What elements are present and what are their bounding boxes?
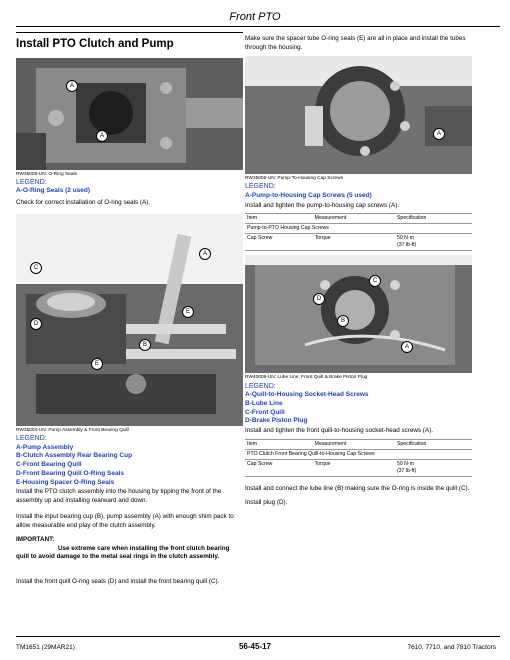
paragraph: Install the front quill O-ring seals (D) and install the front bearing quill (C).	[16, 577, 220, 585]
spec-table-pump	[245, 213, 472, 251]
callout-a: A	[199, 248, 211, 260]
legend-item: A-O-Ring Seals (2 used)	[16, 187, 91, 195]
photo-pump-cap-screws-art	[245, 56, 472, 174]
header-rule	[16, 26, 500, 27]
callout-a: A	[433, 128, 445, 140]
photo-o-ring-seals-art	[16, 58, 243, 170]
footer-models: 7610, 7710, and 7810 Tractors	[407, 644, 496, 651]
right-column	[245, 32, 472, 508]
footer-page-number: 56-45-17	[238, 642, 272, 651]
legend-title: LEGEND:	[245, 382, 276, 390]
paragraph: Install plug (D).	[245, 499, 288, 507]
legend-title: LEGEND:	[16, 435, 47, 443]
spec-header-specification: Specification	[395, 439, 472, 449]
callout-e: E	[91, 358, 103, 370]
callout-a: A	[401, 341, 413, 353]
legend-title: LEGEND:	[245, 183, 276, 191]
callout-c: C	[30, 262, 42, 274]
paragraph: Check for correct installation of O-ring seals (A).	[16, 199, 151, 207]
callout-d: D	[313, 293, 325, 305]
photo-pump-assembly	[16, 214, 243, 426]
paragraph: Install and connect the lube line (B) making sure the O-ring is inside the quill (C).	[245, 484, 470, 492]
footer-manual-id: TM1651 (29MAR21)	[16, 644, 75, 651]
section-title: Install PTO Clutch and Pump	[16, 32, 243, 58]
important-text: Use extreme care when installing the front clutch bearing quill to avoid damage to the metal seal rings in the clutch assembly.	[16, 544, 230, 561]
spec-header-specification: Specification	[395, 214, 472, 224]
legend-item: D-Brake Piston Plug	[245, 417, 308, 425]
photo-o-ring-seals	[16, 58, 243, 170]
spec-header-measurement: Measurement	[313, 439, 395, 449]
left-column	[16, 32, 243, 586]
spec-header-item: Item	[245, 214, 313, 224]
legend-item: A-Pump Assembly	[16, 443, 74, 451]
important-label: IMPORTANT:	[16, 536, 55, 544]
figure-caption: RW35006-UN: Pump-To-Housing Cap Screws	[245, 176, 344, 181]
spec-value	[395, 459, 472, 476]
legend-item: C-Front Quill	[245, 408, 285, 416]
spec-value	[395, 234, 472, 251]
legend-item: B-Clutch Assembly Rear Bearing Cup	[16, 452, 133, 460]
callout-e: E	[182, 306, 194, 318]
callout-a: A	[66, 80, 78, 92]
callout-c: C	[369, 275, 381, 287]
spec-header-item: Item	[245, 439, 313, 449]
spec-item: Cap Screw	[245, 234, 313, 251]
photo-lube-line	[245, 255, 472, 373]
legend-item: A-Quill-to-Housing Socket-Head Screws	[245, 391, 369, 399]
spec-item: Cap Screw	[245, 459, 313, 476]
photo-lube-line-art	[245, 255, 472, 373]
spec-group: Pump-to-PTO Housing Cap Screws	[245, 224, 472, 234]
figure-caption: RW40009-UN: Lube Line, Front Quill & Brake Piston Plug	[245, 375, 368, 381]
legend-item: E-Housing Spacer O-Ring Seals	[16, 478, 115, 486]
callout-a: A	[96, 130, 108, 142]
legend-item: A-Pump-to-Housing Cap Screws (5 used)	[245, 191, 372, 199]
paragraph: Install the PTO clutch assembly into the housing by tipping the front of the assembly up and installing rearward and down.	[16, 488, 222, 504]
footer-rule	[16, 636, 500, 637]
paragraph: Make sure the spacer tube O-ring seals (E) are all in place and install the tubes through the housing.	[245, 35, 466, 51]
legend-item: B-Lube Line	[245, 399, 283, 407]
spec-value-metric: 50 N·m	[396, 460, 414, 467]
paragraph: Install and tighten the front quill-to-housing socket-head screws (A).	[245, 427, 433, 435]
spec-value-imperial: (37 lb-ft)	[396, 467, 417, 474]
spec-measurement: Torque	[313, 234, 395, 251]
spec-table-quill	[245, 439, 472, 477]
photo-pump-cap-screws	[245, 56, 472, 174]
callout-d: D	[30, 318, 42, 330]
legend-item: D-Front Bearing Quill O-Ring Seals	[16, 469, 124, 477]
legend-title: LEGEND:	[16, 178, 47, 186]
callout-b: B	[337, 315, 349, 327]
spec-group: PTO Clutch Front Bearing Quill-to-Housing Cap Screws	[245, 449, 472, 459]
callout-b: B	[139, 339, 151, 351]
paragraph: Install and tighten the pump-to-housing cap screws (A).	[245, 201, 400, 209]
spec-value-metric: 50 N·m	[396, 235, 414, 242]
spec-header-measurement: Measurement	[313, 214, 395, 224]
page-header-title: Front PTO	[229, 11, 281, 23]
spec-measurement: Torque	[313, 459, 395, 476]
spec-value-imperial: (37 lb-ft)	[396, 242, 417, 249]
legend-item: C-Front Bearing Quill	[16, 461, 82, 469]
photo-pump-assembly-art	[16, 214, 243, 426]
figure-caption: RW35004-UN: Pump Assembly & Front Bearing Quill	[16, 427, 129, 433]
figure-caption: RW35005-UN: O-Ring Seals	[16, 171, 77, 177]
paragraph: Install the input bearing cup (B), pump assembly (A) with enough shim pack to allow measurable end play of the clutch assembly.	[16, 513, 234, 529]
